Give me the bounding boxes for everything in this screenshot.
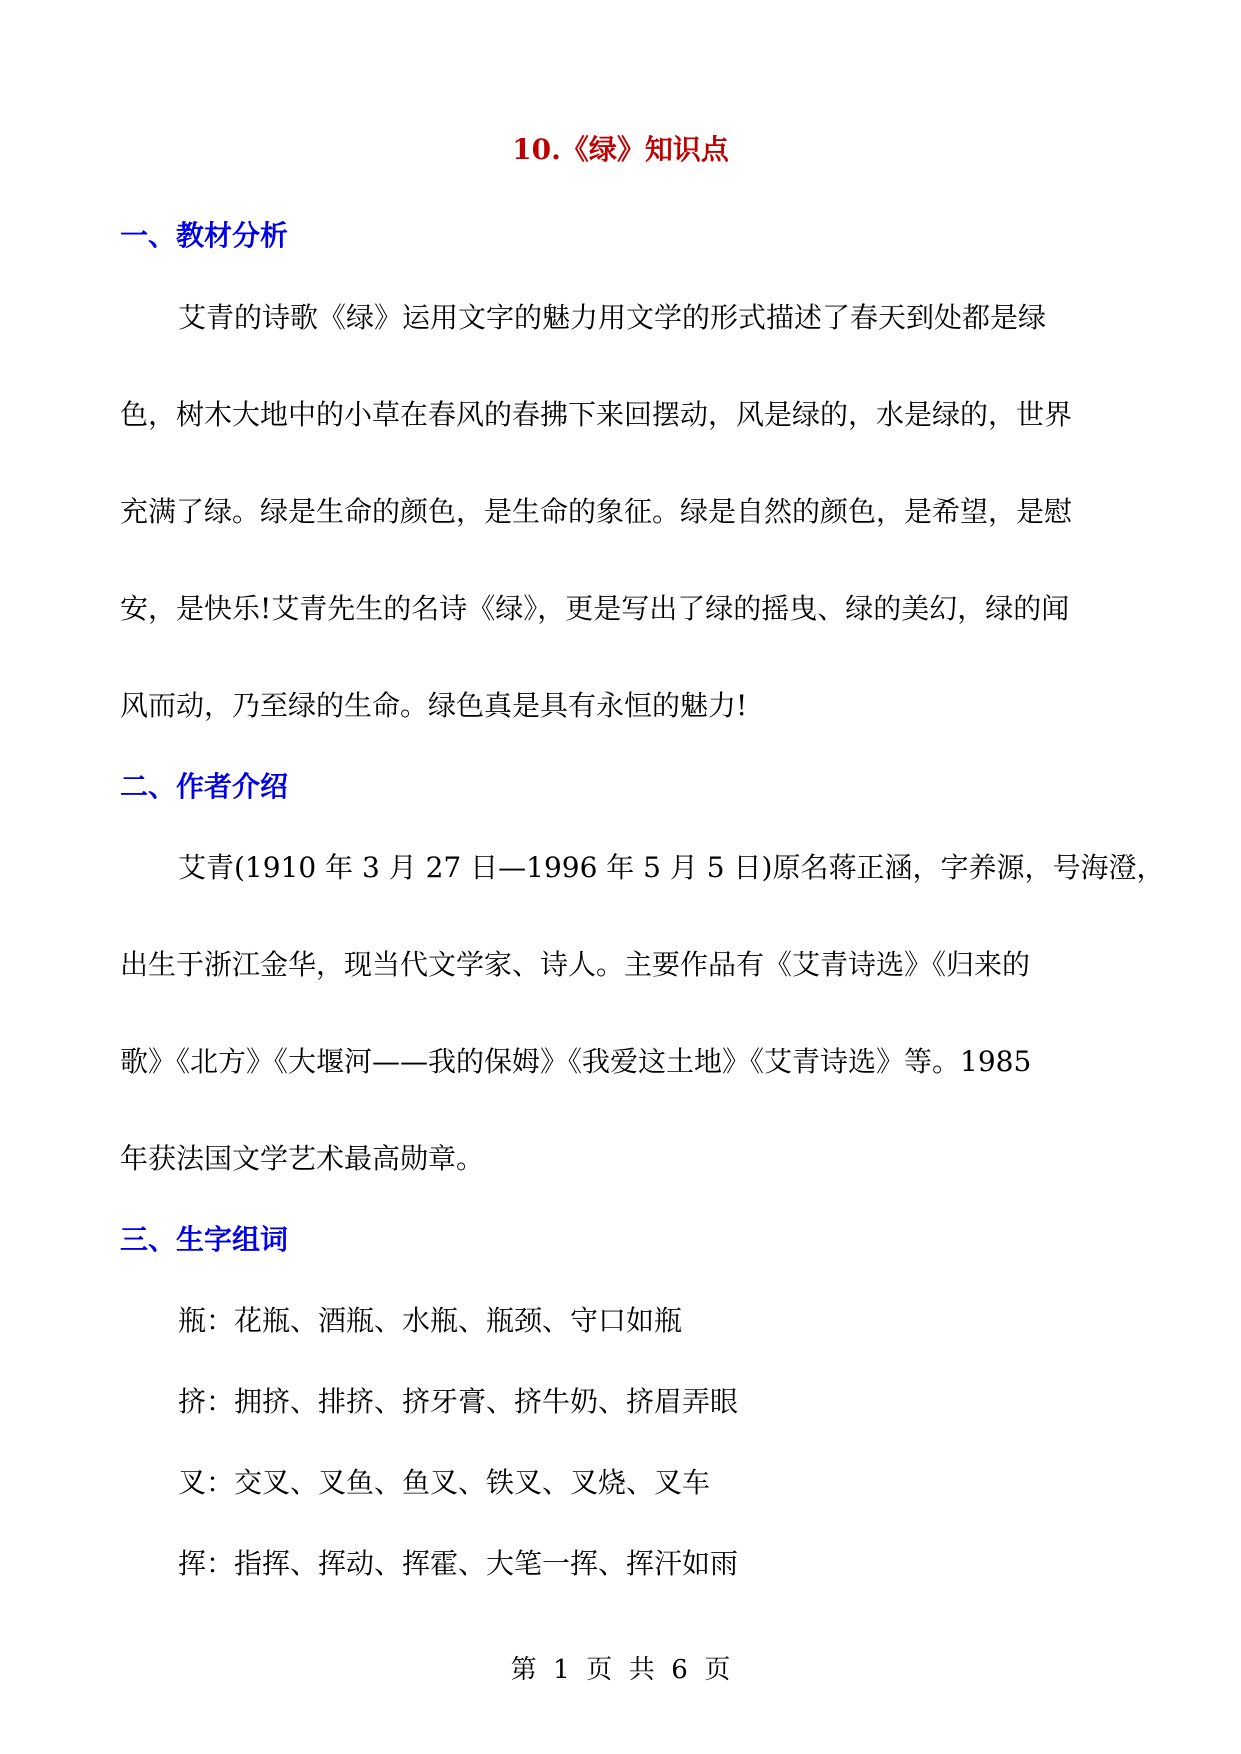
word-group-line: 挤：拥挤、排挤、挤牙膏、挤牛奶、挤眉弄眼	[178, 1385, 739, 1418]
section-heading-author-intro: 二、作者介绍	[120, 770, 289, 803]
page-number-footer: 第 1 页 共 6 页	[510, 1655, 731, 1685]
page-title: 10.《绿》知识点	[512, 133, 729, 166]
section-heading-new-words: 三、生字组词	[120, 1223, 289, 1256]
paragraph-line: 歌》《北方》《大堰河——我的保姆》《我爱这土地》《艾青诗选》等。1985	[120, 1045, 1032, 1078]
word-group-line: 瓶：花瓶、酒瓶、水瓶、瓶颈、守口如瓶	[178, 1304, 683, 1337]
paragraph-line: 安，是快乐!艾青先生的名诗《绿》，更是写出了绿的摇曳、绿的美幻，绿的闻	[120, 592, 1070, 625]
paragraph-line: 年获法国文学艺术最高勋章。	[120, 1142, 485, 1175]
word-group-line: 叉：交叉、叉鱼、鱼叉、铁叉、叉烧、叉车	[178, 1466, 711, 1499]
paragraph-line: 充满了绿。绿是生命的颜色，是生命的象征。绿是自然的颜色，是希望，是慰	[120, 495, 1073, 528]
paragraph-line: 艾青(1910 年 3 月 27 日—1996 年 5 月 5 日)原名蒋正涵，字养源，号海澄，	[178, 851, 1165, 884]
paragraph-line: 艾青的诗歌《绿》运用文字的魅力用文学的形式描述了春天到处都是绿	[178, 301, 1047, 334]
paragraph-line: 色，树木大地中的小草在春风的春拂下来回摆动，风是绿的，水是绿的，世界	[120, 398, 1073, 431]
word-group-line: 挥：指挥、挥动、挥霍、大笔一挥、挥汗如雨	[178, 1547, 739, 1580]
paragraph-line: 出生于浙江金华，现当代文学家、诗人。主要作品有《艾青诗选》《归来的	[120, 948, 1031, 981]
section-heading-textbook-analysis: 一、教材分析	[120, 219, 289, 252]
paragraph-line: 风而动，乃至绿的生命。绿色真是具有永恒的魅力!	[120, 689, 748, 722]
